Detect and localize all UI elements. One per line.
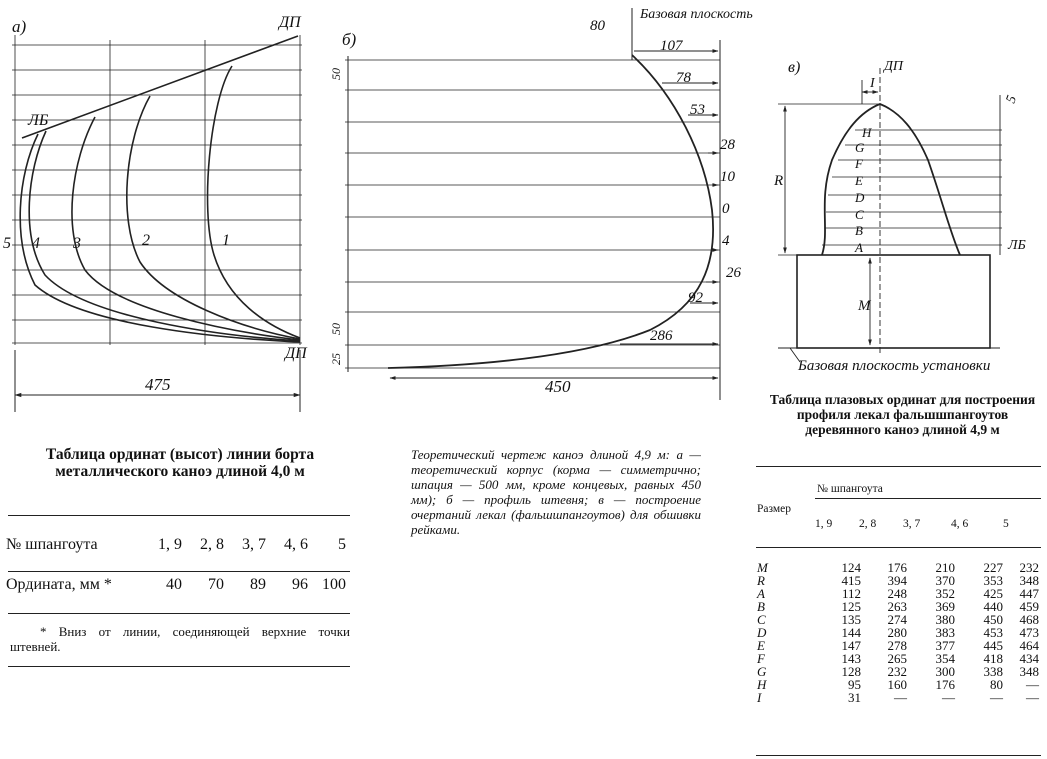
table2-cell: 353	[983, 573, 1003, 588]
dp-label-v: ДП	[884, 59, 904, 74]
table2-cell: 80	[990, 677, 1003, 692]
table2-cell: —	[1026, 677, 1039, 692]
table2-cell: 468	[1019, 612, 1039, 627]
mould-outline	[822, 104, 960, 255]
table2-rule-mid	[756, 547, 1041, 548]
station-f: F	[855, 156, 863, 171]
table1-cell: 5	[338, 536, 346, 553]
frame-label-5: 5	[3, 235, 11, 252]
i-label: I	[870, 76, 875, 91]
left-dim-25: 25	[329, 353, 343, 365]
table2-cell: 354	[935, 651, 955, 666]
dim-107: 107	[660, 38, 683, 54]
table2-cell: 348	[1019, 573, 1039, 588]
table2-cell: 125	[841, 599, 861, 614]
table2-size-header: Размер	[757, 503, 792, 515]
base-plane-label: Базовая плоскость	[640, 7, 753, 22]
figure-caption: Теоретический чертеж каноэ длиной 4,9 м: а — теоретический корпус (корма — симметрично; шпация — 500 мм, кроме концевых, равных 450 мм); б — профиль штевня; в — построение очертаний лекал (фальшшпангоутов) для обшивки рейками.	[411, 447, 701, 537]
table2-title: Таблица плазовых ординат для построения профиля лекал фальшшпангоутов деревянного каноэ длиной 4,9 м	[769, 392, 1036, 437]
station-c: C	[855, 207, 864, 222]
table2-row-label: C	[757, 612, 766, 627]
table2-cell: 210	[935, 560, 955, 575]
table2-cell: —	[894, 690, 907, 705]
panel-v-letter: в)	[788, 59, 801, 76]
table2-cell: 369	[935, 599, 955, 614]
base-line-label: Базовая плоскость установки	[798, 358, 991, 374]
table2-cell: 370	[935, 573, 955, 588]
table2-row-label: R	[757, 573, 765, 588]
table2-cell: 176	[935, 677, 955, 692]
frame-label-4: 4	[32, 235, 40, 252]
table2-cell: 128	[841, 664, 861, 679]
table2-col: 4, 6	[951, 518, 969, 530]
table2-cell: 300	[935, 664, 955, 679]
table1-rule-end	[8, 666, 350, 667]
table2-row-label: F	[757, 651, 765, 666]
table2-column-header-row	[757, 518, 1041, 531]
table2-cell: 447	[1019, 586, 1039, 601]
dim-26: 26	[726, 265, 741, 281]
station-d: D	[855, 190, 865, 205]
table1-cell: 70	[208, 576, 224, 593]
table2-cell: 143	[841, 651, 861, 666]
table2-cell: 265	[887, 651, 907, 666]
table1-row-frames	[6, 536, 346, 554]
table2-cell: 377	[935, 638, 955, 653]
table2-cell: 176	[887, 560, 907, 575]
table2-col: 2, 8	[859, 518, 877, 530]
table2-cell: 31	[848, 690, 861, 705]
table1	[6, 536, 346, 594]
station-a: A	[855, 240, 863, 255]
width-label-475: 475	[145, 375, 171, 394]
table2-row-label: H	[757, 677, 767, 692]
dim-92: 92	[688, 290, 703, 306]
table1-cell: 4, 6	[284, 536, 308, 553]
table1-rule-bottom	[8, 613, 350, 614]
table2-cell: 445	[983, 638, 1003, 653]
panel-a-letter: а)	[12, 17, 27, 36]
table2-cell: 227	[983, 560, 1003, 575]
frame-curves	[20, 66, 300, 342]
table2-row-label: M	[757, 560, 768, 575]
mould-stations	[778, 104, 1002, 255]
table2-cell: —	[942, 690, 955, 705]
mould-dimensions	[778, 68, 1000, 362]
table2-cell: —	[990, 690, 1003, 705]
table2-col: 3, 7	[903, 518, 921, 530]
width-label-450: 450	[545, 377, 571, 396]
dim-80: 80	[590, 18, 605, 34]
table1-cell: 40	[166, 576, 182, 593]
table1-row2-label: Ордината, мм *	[6, 576, 112, 593]
table2-row-label: B	[757, 599, 765, 614]
table2-cell: 124	[841, 560, 861, 575]
panel-v-mould-layout	[773, 59, 1026, 374]
r-label: R	[774, 173, 784, 189]
table2-row-label: E	[757, 638, 765, 653]
table2-cell: 434	[1019, 651, 1039, 666]
table2-cell: 459	[1019, 599, 1039, 614]
table2-cell: 248	[887, 586, 907, 601]
table1-footnote: * Вниз от линии, соединяющей верхние точки штевней.	[10, 624, 350, 654]
dim-78: 78	[676, 70, 691, 86]
frame-label-1: 1	[222, 232, 230, 249]
gap-label: 5	[1003, 93, 1021, 106]
table1-cell: 2, 8	[200, 536, 224, 553]
dim-4: 4	[722, 233, 730, 249]
table1-cell: 89	[250, 576, 266, 593]
dp-bottom-label: ДП	[285, 345, 307, 362]
table2-cell: 453	[983, 625, 1003, 640]
table2-cell: 440	[983, 599, 1003, 614]
table2-cell: 232	[1019, 560, 1039, 575]
table2-row-label: D	[757, 625, 767, 640]
dim-10: 10	[720, 169, 735, 185]
base-block	[797, 255, 990, 348]
table2-cell: 450	[983, 612, 1003, 627]
sheer-line	[22, 36, 298, 138]
panel-b-letter: б)	[342, 30, 357, 49]
table2-body	[757, 561, 1039, 704]
lb-label: ЛБ	[28, 112, 49, 129]
table2-cell: 135	[841, 612, 861, 627]
table2-cell: 263	[887, 599, 907, 614]
table2-row-label: A	[757, 586, 765, 601]
table2-cell: 274	[887, 612, 907, 627]
table2-cell: 352	[935, 586, 955, 601]
frame-label-2: 2	[142, 232, 150, 249]
table2-cell: —	[1026, 690, 1039, 705]
table2-rule-bottom	[756, 755, 1041, 756]
table2-row-label: I	[757, 690, 762, 705]
table2-header-rule	[815, 498, 1041, 499]
station-b: B	[855, 223, 863, 238]
panel-a-body-plan	[3, 14, 308, 412]
stem-curve	[388, 55, 713, 368]
table1-cell: 96	[292, 576, 308, 593]
table2-cell: 473	[1019, 625, 1039, 640]
table2-cell: 112	[841, 586, 861, 601]
table1-cell: 3, 7	[242, 536, 266, 553]
table1-cell: 1, 9	[158, 536, 182, 553]
table2-cell: 160	[887, 677, 907, 692]
table2-cell: 348	[1019, 664, 1039, 679]
left-dim-50-bottom: 50	[329, 323, 343, 335]
lb-label-v: ЛБ	[1008, 238, 1026, 253]
table2-cell: 418	[983, 651, 1003, 666]
station-e: E	[855, 173, 863, 188]
table2-col: 1, 9	[815, 518, 833, 530]
table2-row-label: G	[757, 664, 767, 679]
table2-rule-top	[756, 466, 1041, 467]
dim-0: 0	[722, 201, 730, 217]
table2-cell: 394	[887, 573, 907, 588]
dim-53: 53	[690, 102, 705, 118]
table1-title: Таблица ординат (высот) линии борта металлического каноэ длиной 4,0 м	[45, 446, 315, 480]
dp-top-label: ДП	[279, 14, 301, 31]
table1-rule-top	[8, 515, 350, 516]
table2-cell: 144	[841, 625, 861, 640]
frame-label-3: 3	[73, 235, 81, 252]
table1-row1-label: № шпангоута	[6, 536, 98, 553]
table1-cell: 100	[322, 576, 346, 593]
table2-cell: 147	[841, 638, 861, 653]
table2-cell: 425	[983, 586, 1003, 601]
table2-cell: 338	[983, 664, 1003, 679]
table2-cell: 415	[841, 573, 861, 588]
table2-cell: 280	[887, 625, 907, 640]
table2-row	[757, 691, 1039, 704]
table2-cell: 464	[1019, 638, 1039, 653]
m-label: M	[858, 298, 871, 314]
table2-col: 5	[1003, 518, 1009, 530]
table2-cell: 278	[887, 638, 907, 653]
table2-cell: 95	[848, 677, 861, 692]
station-g: G	[855, 140, 865, 155]
panel-b-stem-profile	[329, 7, 753, 400]
table1-rule-mid	[8, 571, 350, 572]
table2-cell: 383	[935, 625, 955, 640]
station-h: H	[862, 125, 872, 140]
dim-286: 286	[650, 328, 673, 344]
table2-cell: 380	[935, 612, 955, 627]
left-dim-50-top: 50	[329, 68, 343, 80]
table2-cell: 232	[887, 664, 907, 679]
table1-row-ordinates	[6, 576, 346, 594]
table2-frame-header: № шпангоута	[817, 483, 883, 495]
dim-28: 28	[720, 137, 735, 153]
